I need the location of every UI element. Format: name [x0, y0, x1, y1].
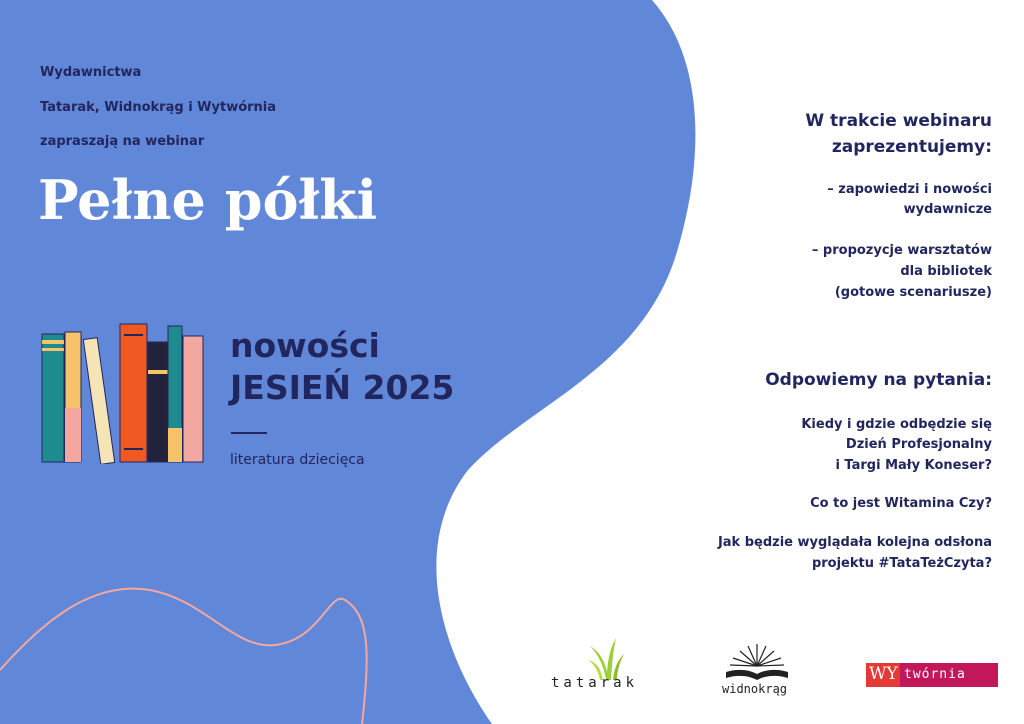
question-3-line-2: projektu #TataTeżCzyta?	[811, 556, 992, 571]
grass-icon	[586, 638, 626, 680]
book-cream	[83, 338, 114, 464]
book-orange	[120, 324, 147, 462]
book-black	[148, 342, 168, 462]
webinar-item-1-line-2: wydawnicze	[903, 202, 992, 217]
question-2: Co to jest Witamina Czy?	[810, 496, 992, 511]
season-label-autumn: JESIEŃ 2025	[230, 368, 455, 407]
page-title: Pełne półki	[38, 168, 378, 232]
question-1-line-3: i Targi Mały Koneser?	[835, 458, 992, 473]
webinar-heading-2: zaprezentujemy:	[831, 137, 992, 157]
widnokrag-logo: widnokrąg	[722, 682, 788, 696]
book-pink	[183, 336, 203, 462]
intro-line-2: Tatarak, Widnokrąg i Wytwórnia	[40, 100, 277, 115]
season-label-new: nowości	[230, 326, 380, 365]
sunrise-book-icon	[720, 642, 794, 682]
wytwornia-logo	[866, 663, 998, 687]
wytwornia-logo-text: twórnia	[904, 667, 966, 682]
webinar-item-2-line-1: – propozycje warsztatów	[811, 243, 992, 258]
intro-line-1: Wydawnictwa	[40, 65, 142, 80]
question-1-line-2: Dzień Profesjonalny	[845, 437, 992, 452]
season-label-category: literatura dziecięca	[230, 452, 365, 468]
question-1-line-1: Kiedy i gdzie odbędzie się	[801, 417, 992, 432]
webinar-item-2-line-3: (gotowe scenariusze)	[834, 285, 992, 300]
questions-heading: Odpowiemy na pytania:	[765, 370, 992, 390]
tatarak-logo: tatarak	[551, 675, 639, 691]
webinar-heading-1: W trakcie webinaru	[805, 111, 992, 131]
divider	[231, 432, 267, 434]
webinar-item-2-line-2: dla bibliotek	[900, 264, 992, 279]
wytwornia-logo-mark: WY	[869, 664, 898, 684]
book-teal	[42, 334, 64, 462]
intro-line-3: zapraszają na webinar	[40, 134, 205, 149]
webinar-item-1-line-1: – zapowiedzi i nowości	[827, 182, 992, 197]
question-3-line-1: Jak będzie wyglądała kolejna odsłona	[717, 535, 992, 550]
books-illustration	[40, 318, 210, 464]
